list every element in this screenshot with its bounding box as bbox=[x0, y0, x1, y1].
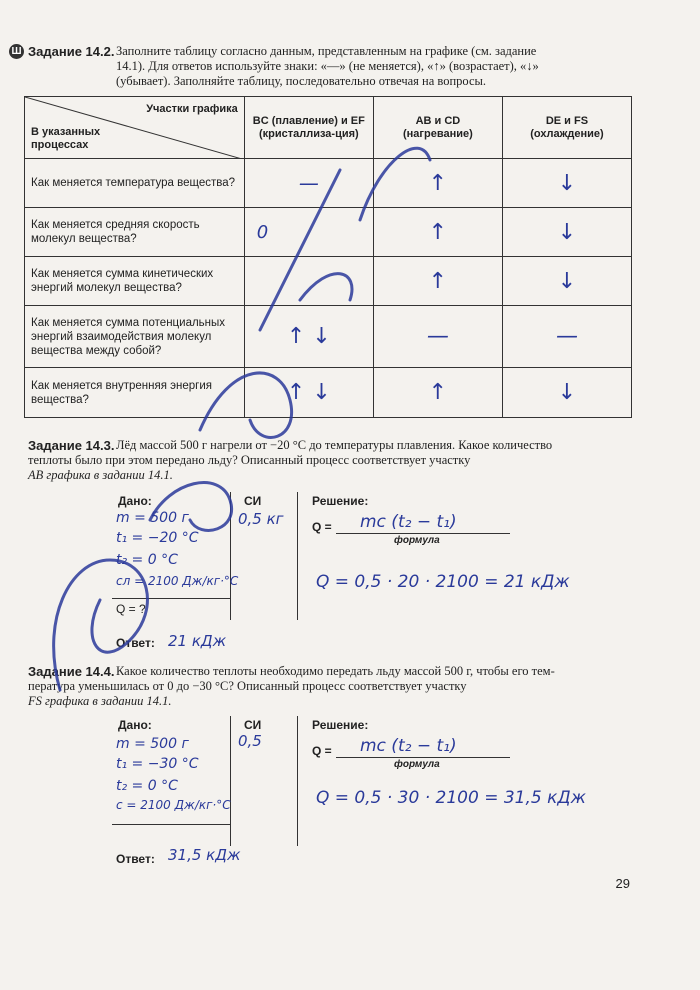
si-label: СИ bbox=[244, 718, 262, 732]
page-number: 29 bbox=[615, 876, 630, 891]
task-14-4-line-2: пература уменьшилась от 0 до −30 °С? Описанный процесс соответствует участку bbox=[28, 679, 467, 693]
task-14-2-text bbox=[116, 44, 636, 60]
task-14-3-line-1: Лёд массой 500 г нагрели от −20 °С до температуры плавления. Какое количество bbox=[116, 438, 553, 452]
given-underline bbox=[112, 598, 230, 599]
q-label: Q = bbox=[312, 744, 332, 758]
task-14-3-line-2: теплоты было при этом передано льду? Описанный процесс соответствует участку bbox=[28, 453, 471, 467]
calculation: Q = 0,5 · 20 · 2100 = 21 кДж bbox=[316, 572, 570, 592]
formula-line bbox=[336, 533, 510, 534]
q-label: Q = bbox=[312, 520, 332, 534]
task-14-4-title: Задание 14.4. bbox=[28, 664, 115, 679]
given-label: Дано: bbox=[118, 718, 152, 732]
given-q: Q = ? bbox=[116, 602, 146, 616]
given-underline bbox=[112, 824, 230, 825]
answer-cell[interactable]: — bbox=[502, 306, 631, 368]
given-t2: t₂ = 0 °С bbox=[116, 778, 178, 794]
given-c: c = 2100 Дж/кг·°С bbox=[116, 798, 231, 812]
table-row bbox=[25, 368, 632, 418]
calculation: Q = 0,5 · 30 · 2100 = 31,5 кДж bbox=[316, 788, 586, 808]
answer-cell[interactable]: ↑ ↓ bbox=[244, 306, 373, 368]
answer-table bbox=[24, 96, 632, 418]
row-question: Как меняется сумма кинетических энергий молекул вещества? bbox=[25, 257, 245, 306]
task-14-2-line-1: Заполните таблицу согласно данным, представленным на графике (см. задание bbox=[116, 44, 537, 58]
formula-line bbox=[336, 757, 510, 758]
solution-label: Решение: bbox=[312, 718, 369, 732]
answer-cell[interactable]: ↓ bbox=[502, 159, 631, 208]
table-corner-cell bbox=[25, 97, 245, 159]
row-question: Как меняется внутренняя энергия вещества? bbox=[25, 368, 245, 418]
col-header-melting: BC (плавление) и EF (кристаллиза-ция) bbox=[244, 97, 373, 159]
si-value: 0,5 кг bbox=[238, 510, 284, 528]
solution-label: Решение: bbox=[312, 494, 369, 508]
answer-label: Ответ: bbox=[116, 636, 155, 650]
given-label: Дано: bbox=[118, 494, 152, 508]
answer-cell[interactable]: — bbox=[373, 306, 502, 368]
given-c: cл = 2100 Дж/кг·°С bbox=[116, 574, 239, 588]
task-14-2-title: Задание 14.2. bbox=[28, 44, 115, 59]
row-question: Как меняется температура вещества? bbox=[25, 159, 245, 208]
answer-cell[interactable]: ↓ bbox=[502, 257, 631, 306]
col-header-cooling: DE и FS (охлаждение) bbox=[502, 97, 631, 159]
given-mass: m = 500 г bbox=[116, 510, 189, 526]
row-question: Как меняется средняя скорость молекул вещества? bbox=[25, 208, 245, 257]
answer-cell[interactable]: ↑ bbox=[373, 257, 502, 306]
given-t1: t₁ = −30 °С bbox=[116, 756, 199, 772]
answer-label: Ответ: bbox=[116, 852, 155, 866]
task-14-2-line-3: (убывает). Заполняйте таблицу, последовательно отвечая на вопросы. bbox=[116, 74, 487, 88]
answer-cell[interactable]: ↑ bbox=[373, 208, 502, 257]
given-t1: t₁ = −20 °С bbox=[116, 530, 199, 546]
task-14-4-line-1: Какое количество теплоты необходимо передать льду массой 500 г, чтобы его тем- bbox=[116, 664, 555, 678]
row-question: Как меняется сумма потенциальных энергий взаимодействия молекул вещества между собой? bbox=[25, 306, 245, 368]
answer-cell[interactable] bbox=[244, 257, 373, 306]
si-label: СИ bbox=[244, 494, 262, 508]
task-14-3-line-3: AB графика в задании 14.1. bbox=[28, 468, 173, 482]
corner-top-label: Участки графика bbox=[146, 103, 238, 115]
table-row bbox=[25, 306, 632, 368]
formula: mc (t₂ − t₁) bbox=[360, 736, 457, 756]
formula-caption: формула bbox=[394, 759, 440, 770]
answer-cell[interactable]: ↑ bbox=[373, 368, 502, 418]
formula-caption: формула bbox=[394, 535, 440, 546]
task-14-3-title: Задание 14.3. bbox=[28, 438, 115, 453]
table-row bbox=[25, 208, 632, 257]
col-header-heating: AB и CD (нагревание) bbox=[373, 97, 502, 159]
corner-diagonal bbox=[25, 97, 242, 159]
table-row bbox=[25, 159, 632, 208]
answer-value: 21 кДж bbox=[168, 632, 227, 650]
corner-bottom-label: В указанных процессах bbox=[31, 126, 101, 151]
answer-cell[interactable]: ↓ bbox=[502, 208, 631, 257]
answer-cell[interactable]: ↑ bbox=[373, 159, 502, 208]
answer-cell[interactable]: 0 bbox=[244, 208, 373, 257]
given-t2: t₂ = 0 °С bbox=[116, 552, 178, 568]
given-si-divider bbox=[230, 716, 231, 846]
si-value: 0,5 bbox=[238, 732, 262, 750]
si-solution-divider bbox=[297, 492, 298, 620]
given-si-divider bbox=[230, 492, 231, 620]
answer-value: 31,5 кДж bbox=[168, 846, 241, 864]
task-14-4-line-3: FS графика в задании 14.1. bbox=[28, 694, 172, 708]
si-solution-divider bbox=[297, 716, 298, 846]
answer-cell[interactable]: ↓ bbox=[502, 368, 631, 418]
table-header-row bbox=[25, 97, 632, 159]
task-badge-icon: Ш bbox=[9, 44, 24, 59]
answer-cell[interactable]: ↑ ↓ bbox=[244, 368, 373, 418]
answer-cell[interactable]: — bbox=[244, 159, 373, 208]
table-row bbox=[25, 257, 632, 306]
task-14-2-line-2: 14.1). Для ответов используйте знаки: «—» (не меняется), «↑» (возрастает), «↓» bbox=[116, 59, 539, 73]
formula: mc (t₂ − t₁) bbox=[360, 512, 457, 532]
given-mass: m = 500 г bbox=[116, 736, 189, 752]
